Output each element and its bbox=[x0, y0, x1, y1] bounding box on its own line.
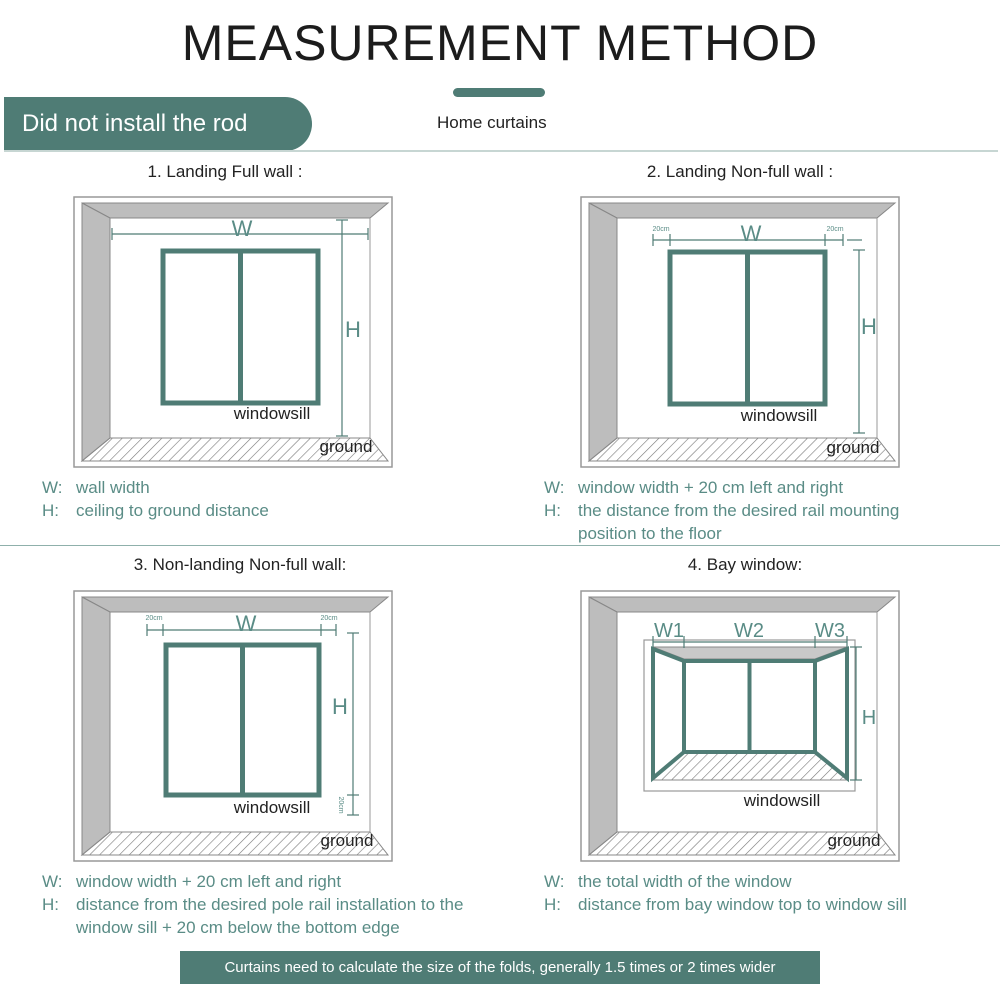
panel-4-title: 4. Bay window: bbox=[687, 555, 803, 574]
section-subtitle: Home curtains bbox=[437, 113, 547, 132]
right-20cm-label: 20cm bbox=[826, 226, 844, 233]
left-wall bbox=[82, 597, 110, 855]
right-20cm-label: 20cm bbox=[320, 615, 338, 622]
ground-label: ground bbox=[827, 831, 881, 850]
left-wall bbox=[589, 203, 617, 461]
note-w: W: window width + 20 cm left and right bbox=[42, 872, 342, 891]
ground-label: ground bbox=[320, 831, 374, 850]
footer-banner: Curtains need to calculate the size of the folds, generally 1.5 times or 2 times wider bbox=[180, 951, 820, 984]
panel-4-notes bbox=[544, 870, 984, 916]
ceiling bbox=[82, 597, 388, 612]
note-h-cont: window sill + 20 cm below the bottom edge bbox=[76, 918, 400, 937]
panel-1-notes bbox=[42, 476, 482, 522]
panel-3-title: 3. Non-landing Non-full wall: bbox=[133, 555, 347, 574]
panel-2-diagram bbox=[577, 193, 907, 473]
windowsill-label: windowsill bbox=[740, 406, 818, 425]
h-label: H bbox=[332, 694, 348, 719]
ceiling bbox=[589, 597, 895, 612]
note-h-cont: position to the floor bbox=[578, 524, 722, 543]
h-label: H bbox=[345, 317, 361, 342]
left-wall bbox=[589, 597, 617, 855]
w-label: W bbox=[235, 611, 257, 636]
panel-2-title: 2. Landing Non-full wall : bbox=[646, 162, 834, 181]
ground-label: ground bbox=[826, 438, 880, 457]
note-h: H: distance from the desired pole rail installation to the bbox=[42, 895, 464, 914]
panel-1-title: 1. Landing Full wall : bbox=[147, 162, 303, 181]
h-label: H bbox=[861, 707, 877, 729]
note-h: H: ceiling to ground distance bbox=[42, 501, 269, 520]
h-label: H bbox=[861, 314, 877, 339]
bottom-20cm-label: 20cm bbox=[337, 796, 344, 814]
note-w: W: window width + 20 cm left and right bbox=[544, 478, 844, 497]
tab-divider bbox=[4, 150, 998, 152]
windowsill-label: windowsill bbox=[743, 791, 821, 810]
w1-label: W1 bbox=[654, 620, 684, 642]
left-20cm-label: 20cm bbox=[145, 615, 163, 622]
w2-label: W2 bbox=[734, 620, 764, 642]
ground-label: ground bbox=[319, 437, 373, 456]
panel-3-diagram bbox=[70, 587, 400, 867]
w3-label: W3 bbox=[815, 620, 845, 642]
left-wall bbox=[82, 203, 110, 461]
note-w: W: wall width bbox=[42, 478, 150, 497]
w-label: W bbox=[740, 221, 762, 246]
note-h: H: distance from bay window top to window sill bbox=[544, 895, 907, 914]
panel-3-notes bbox=[42, 870, 522, 939]
panel-1-diagram bbox=[70, 193, 400, 473]
title-underline bbox=[453, 88, 545, 97]
room-outline bbox=[74, 591, 392, 861]
panel-2-notes bbox=[544, 476, 984, 545]
row-divider bbox=[0, 545, 1000, 546]
note-h: H: the distance from the desired rail mounting bbox=[544, 501, 900, 520]
ceiling bbox=[589, 203, 895, 218]
w-label: W bbox=[231, 216, 253, 241]
section-tab: Did not install the rod bbox=[4, 97, 312, 151]
left-20cm-label: 20cm bbox=[652, 226, 670, 233]
note-w: W: the total width of the window bbox=[544, 872, 792, 891]
windowsill-label: windowsill bbox=[233, 798, 311, 817]
bay-ceiling bbox=[653, 647, 847, 659]
panel-4-diagram bbox=[577, 587, 907, 867]
page-title: MEASUREMENT METHOD bbox=[181, 15, 819, 71]
windowsill-label: windowsill bbox=[233, 404, 311, 423]
